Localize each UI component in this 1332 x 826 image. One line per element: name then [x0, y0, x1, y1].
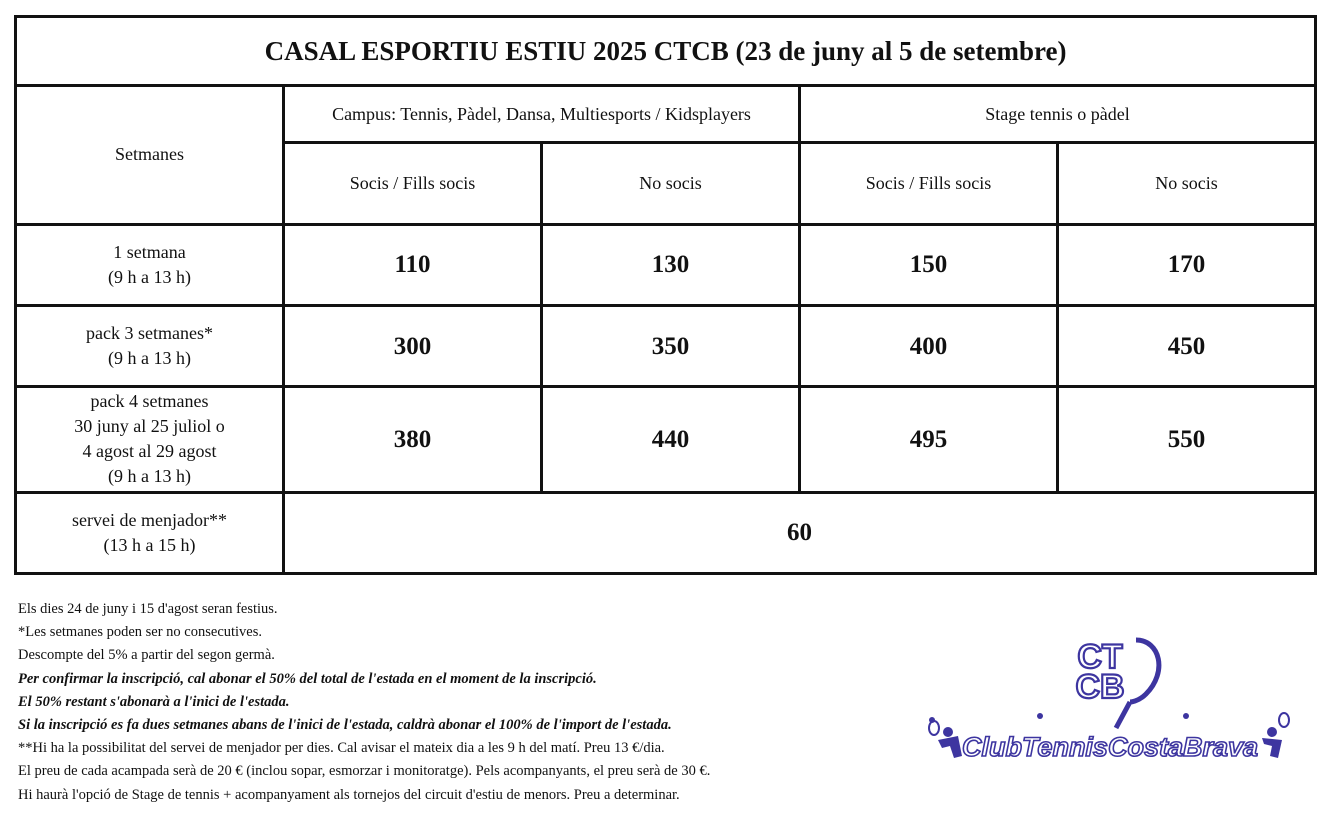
note-line: Descompte del 5% a partir del segon germà.	[18, 647, 275, 664]
campus-non-members-header: No socis	[542, 143, 800, 224]
price-table	[14, 15, 1317, 575]
price-cell: 495	[800, 387, 1058, 492]
ball-icon	[1183, 713, 1189, 719]
campus-members-header: Socis / Fills socis	[284, 143, 542, 224]
lunch-price-cell: 60	[284, 492, 1316, 573]
row-label: pack 3 setmanes* (9 h a 13 h)	[16, 306, 284, 387]
price-cell: 380	[284, 387, 542, 492]
stage-members-header: Socis / Fills socis	[800, 143, 1058, 224]
logo-monogram-bottom: CB	[1075, 668, 1125, 706]
weeks-header: Setmanes	[16, 86, 284, 224]
note-line: **Hi ha la possibilitat del servei de menjador per dies. Cal avisar el mateix dia a les 9 h del matí. Preu 13 €/dia.	[18, 740, 665, 757]
campus-header: Campus: Tennis, Pàdel, Dansa, Multiesports / Kidsplayers	[284, 86, 800, 143]
table-row	[16, 224, 1316, 305]
note-line: El preu de cada acampada serà de 20 € (inclou sopar, esmorzar i monitoratge). Pels acompanyants, el preu serà de 30 €.	[18, 763, 711, 780]
note-line-emphasis: El 50% restant s'abonarà a l'inici de l'estada.	[18, 693, 290, 710]
ball-icon	[1037, 713, 1043, 719]
notes	[18, 598, 918, 807]
price-cell: 400	[800, 306, 1058, 387]
note-line-emphasis: Si la inscripció es fa dues setmanes abans de l'inici de l'estada, caldrà abonar el 100% de l'import de l'estada.	[18, 717, 672, 734]
price-cell: 350	[542, 306, 800, 387]
price-cell: 150	[800, 224, 1058, 305]
player-left-icon	[929, 721, 962, 758]
note-line-emphasis: Per confirmar la inscripció, cal abonar el 50% del total de l'estada en el moment de la inscripció.	[18, 670, 597, 687]
stage-non-members-header: No socis	[1058, 143, 1316, 224]
table-row	[16, 306, 1316, 387]
note-line: Els dies 24 de juny i 15 d'agost seran festius.	[18, 601, 278, 617]
table-row	[16, 387, 1316, 492]
price-cell: 440	[542, 387, 800, 492]
price-cell: 170	[1058, 224, 1316, 305]
club-logo	[924, 632, 1296, 764]
row-label: servei de menjador** (13 h a 15 h)	[16, 492, 284, 573]
logo-wordmark: ClubTennisCostaBrava	[961, 732, 1259, 762]
logo-monogram-top: CT	[1077, 638, 1123, 676]
note-line: *Les setmanes poden ser no consecutives.	[18, 624, 263, 641]
table-row	[16, 492, 1316, 573]
price-cell: 110	[284, 224, 542, 305]
row-label: 1 setmana (9 h a 13 h)	[16, 224, 284, 305]
page-title: CASAL ESPORTIU ESTIU 2025 CTCB (23 de juny al 5 de setembre)	[16, 17, 1316, 86]
price-cell: 550	[1058, 387, 1316, 492]
note-line: Hi haurà l'opció de Stage de tennis + acompanyament als tornejos del circuit d'estiu de menors. Preu a determinar.	[18, 786, 680, 803]
stage-header: Stage tennis o pàdel	[800, 86, 1316, 143]
price-cell: 450	[1058, 306, 1316, 387]
player-right-icon	[1262, 713, 1289, 758]
price-cell: 130	[542, 224, 800, 305]
row-label: pack 4 setmanes 30 juny al 25 juliol o 4 agost al 29 agost (9 h a 13 h)	[16, 387, 284, 492]
price-cell: 300	[284, 306, 542, 387]
